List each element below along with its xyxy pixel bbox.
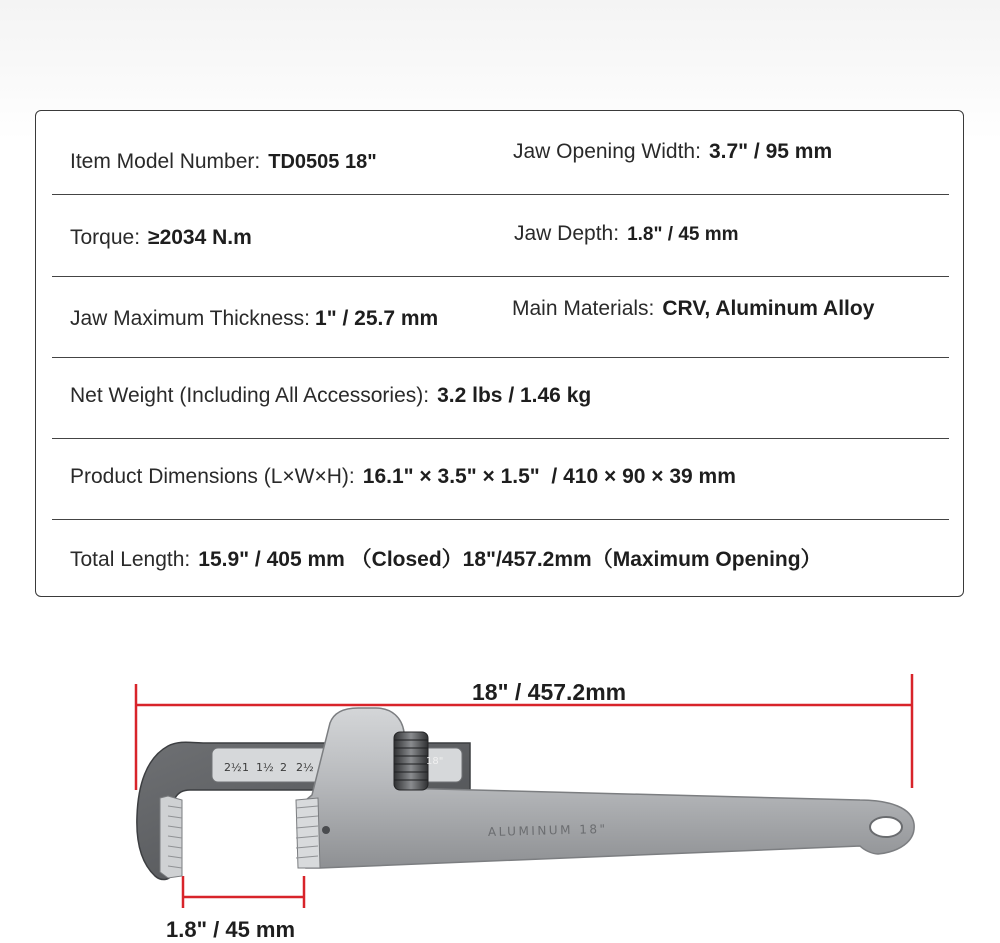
spec-value: ≥2034 N.m <box>148 226 252 249</box>
spec-jaw-opening-width <box>513 140 832 164</box>
rivet <box>322 826 330 834</box>
spec-table <box>35 110 964 597</box>
spec-label: Torque: <box>70 226 141 249</box>
row-divider <box>52 194 949 195</box>
row-divider <box>52 357 949 358</box>
handle-engraving: ALUMINUM 18" <box>487 821 608 839</box>
row-divider <box>52 276 949 277</box>
spec-torque <box>70 226 252 250</box>
spec-value: 3.7" / 95 mm <box>708 140 833 163</box>
spec-value: 1.8" / 45 mm <box>627 224 739 245</box>
spec-total-length <box>70 548 822 572</box>
spec-net-weight <box>70 384 591 408</box>
scale-mark: 1½ <box>256 761 274 774</box>
row-divider <box>52 438 949 439</box>
spec-value: CRV, Aluminum Alloy <box>662 297 875 320</box>
jaw-depth-label: 1.8" / 45 mm <box>166 917 296 942</box>
spec-label: Net Weight (Including All Accessories): <box>70 384 430 407</box>
hanging-hole <box>870 817 902 837</box>
spec-main-materials <box>512 297 874 321</box>
spec-label: Total Length: <box>70 548 191 571</box>
spec-value: 3.2 lbs / 1.46 kg <box>437 384 592 407</box>
spec-item-model-number <box>70 150 377 174</box>
row-divider <box>52 519 949 520</box>
spec-label: Jaw Maximum Thickness: <box>70 307 311 330</box>
spec-jaw-max-thickness <box>70 307 438 331</box>
pipe-wrench-diagram <box>0 640 1000 910</box>
spec-value: 1" / 25.7 mm <box>315 307 439 330</box>
spec-value: 15.9" / 405 mm （Closed）18"/457.2mm（Maximum Opening） <box>198 548 822 571</box>
spec-label: Item Model Number: <box>70 150 261 173</box>
spec-label: Jaw Opening Width: <box>513 140 701 163</box>
spec-value: 16.1" × 3.5" × 1.5" / 410 × 90 × 39 mm <box>362 465 736 488</box>
spec-product-dimensions <box>70 465 736 489</box>
spec-label: Product Dimensions (L×W×H): <box>70 465 355 488</box>
spec-value: TD0505 18" <box>268 151 377 173</box>
spec-jaw-depth <box>514 222 739 247</box>
nut-marking: 18" <box>426 756 444 767</box>
jaw-scale-marks <box>224 761 314 774</box>
overall-length-label: 18" / 457.2mm <box>472 679 627 705</box>
spec-label: Main Materials: <box>512 297 655 320</box>
scale-mark: 2½ <box>296 761 314 774</box>
scale-mark: 1 <box>242 761 249 774</box>
hook-jaw-teeth <box>296 798 320 868</box>
scale-mark: 2½ <box>224 761 242 774</box>
scale-mark: 2 <box>280 761 287 774</box>
spec-label: Jaw Depth: <box>514 222 620 245</box>
